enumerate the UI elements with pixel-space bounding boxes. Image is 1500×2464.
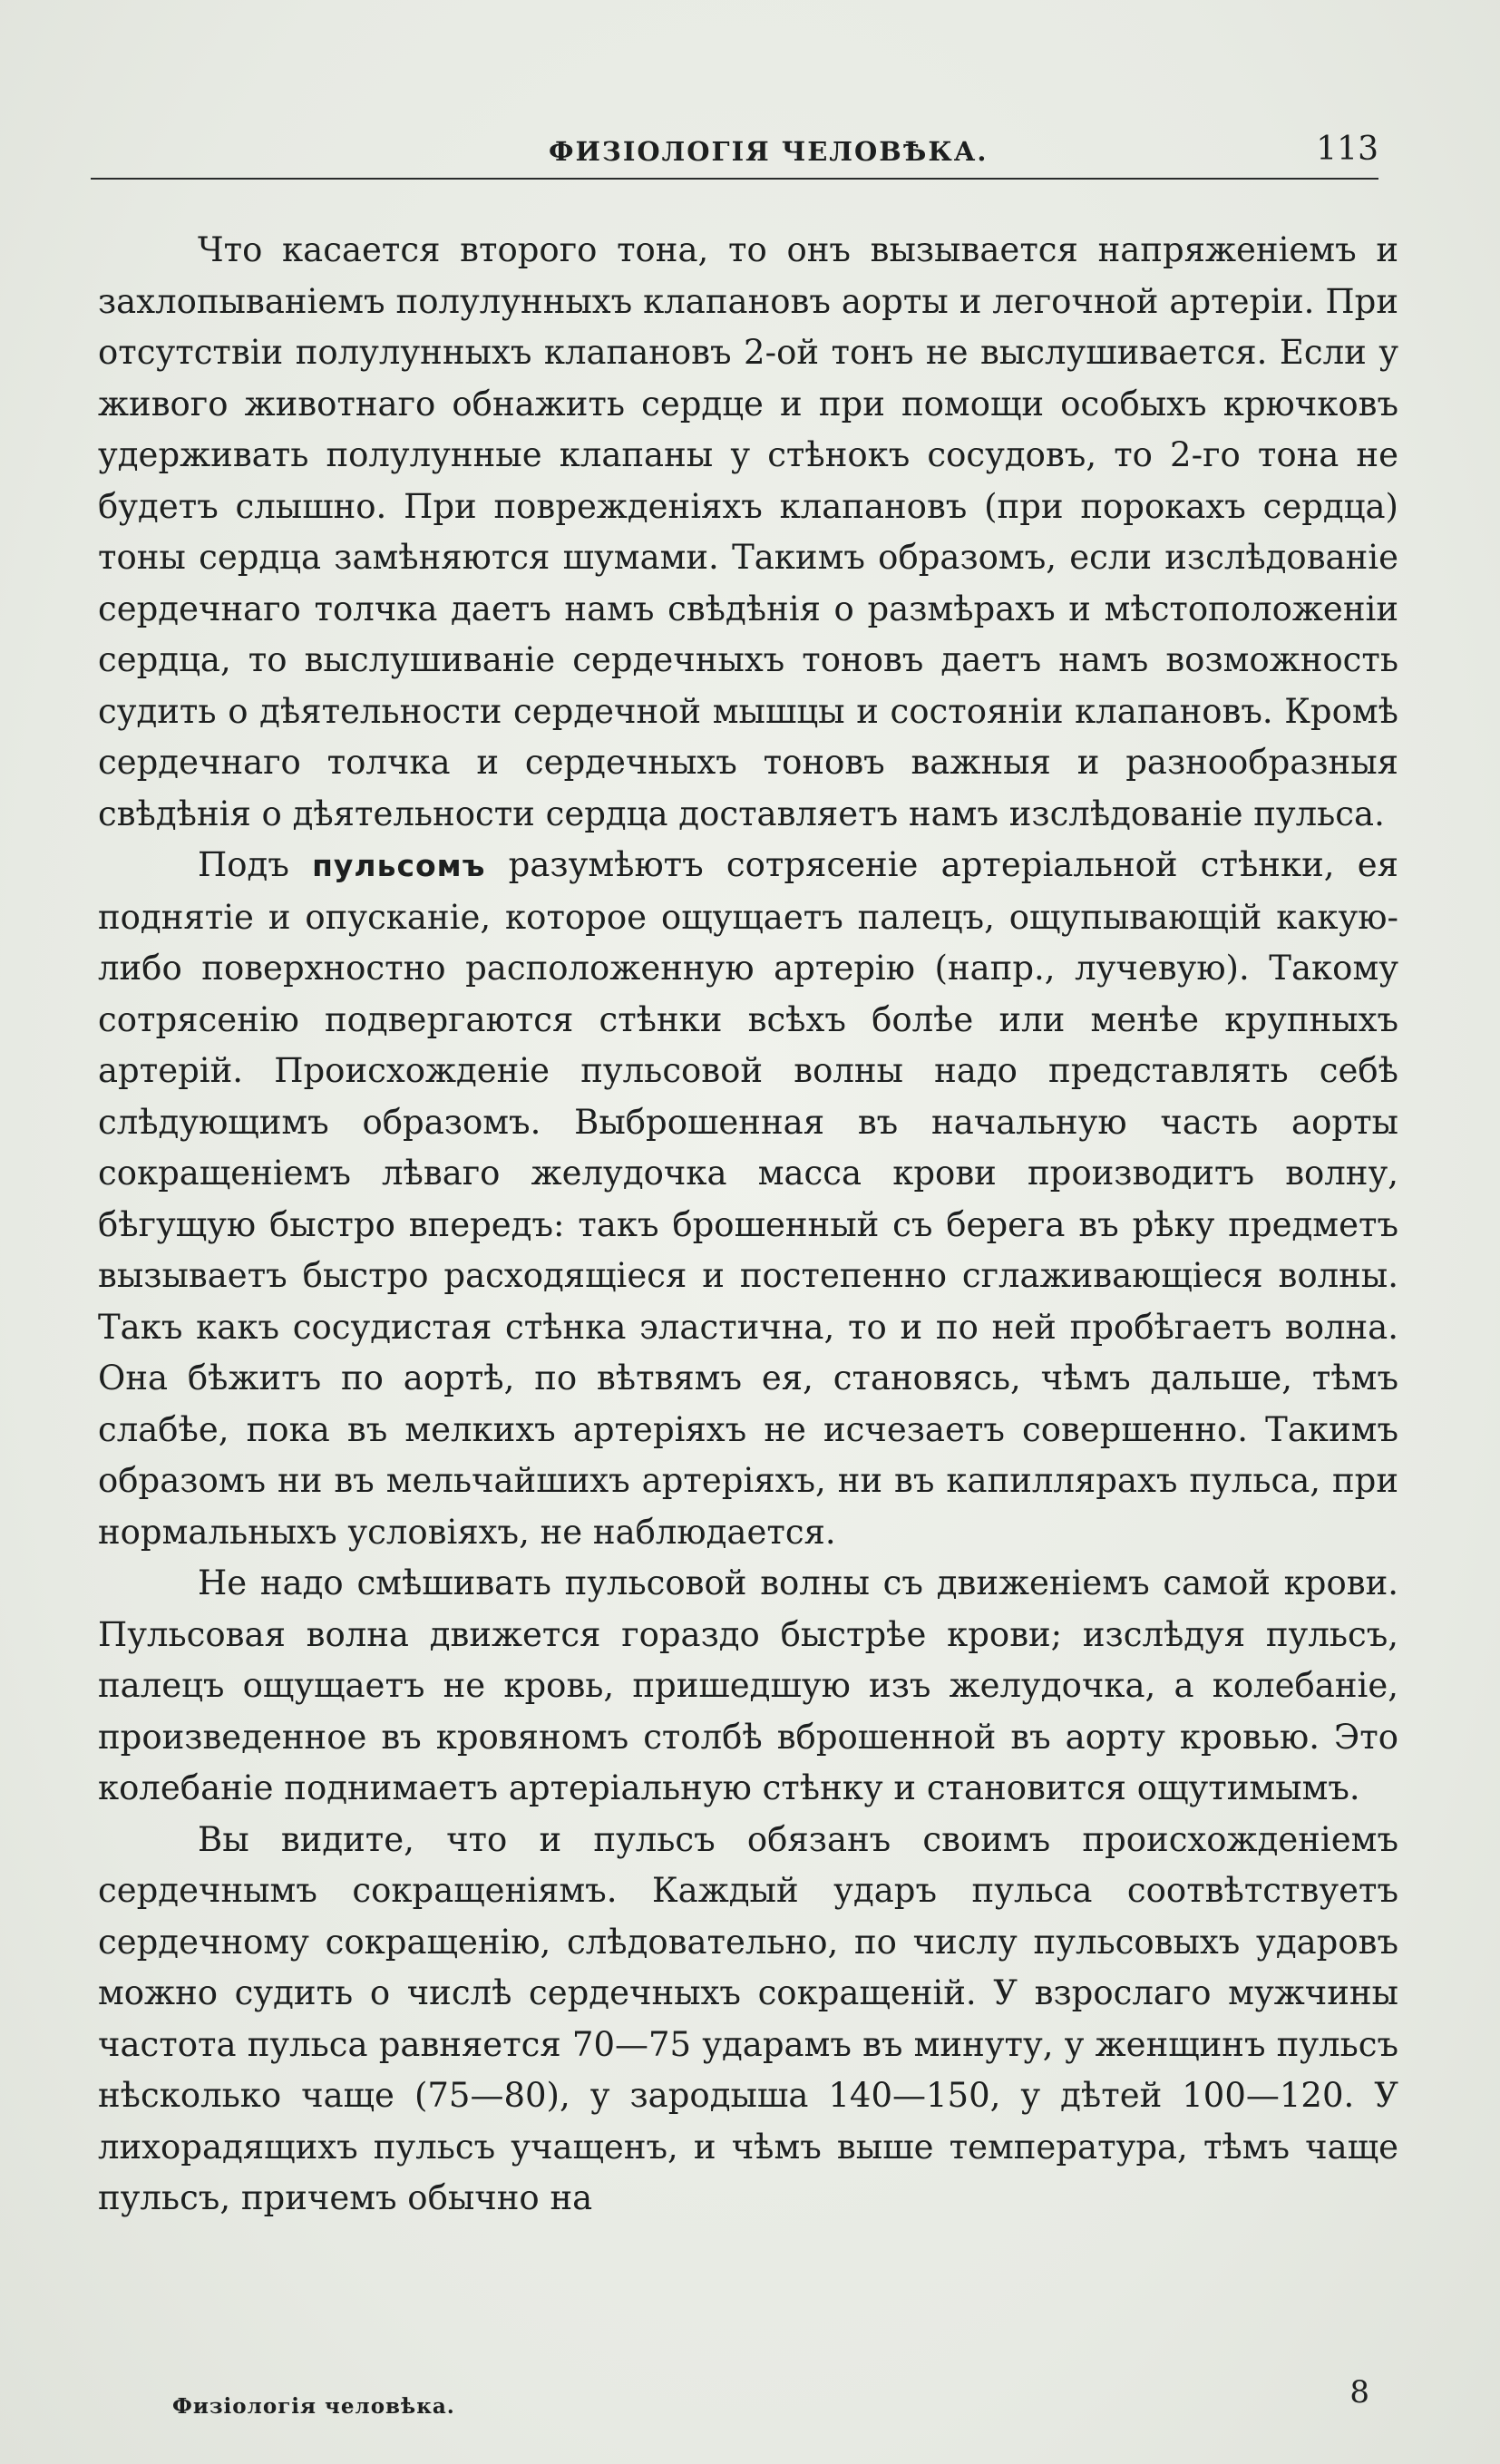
page-footer [172,2374,1369,2429]
paragraph-2-rest: разумѣютъ сотрясенiе артерiальной стѣнки, ея поднятiе и опусканiе, которое ощущаетъ палецъ, ощупывающiй какую-либо поверхностно расположенную артерiю (напр., лучевую). Такому сотрясенiю подвергаются стѣнки всѣхъ болѣе или менѣе крупныхъ артерiй. Происхожденiе пульсовой волны надо представлять себѣ слѣдующимъ образомъ. Выброшенная въ начальную часть аорты сокращенiемъ лѣваго желудочка масса крови производитъ волну, бѣгущую быстро впередъ: такъ брошенный съ берега въ рѣку предметъ вызываетъ быстро расходящiеся и постепенно сглаживающiеся волны. Такъ какъ сосудистая стѣнка эластична, то и по ней пробѣгаетъ волна. Она бѣжитъ по аортѣ, по вѣтвямъ ея, становясь, чѣмъ дальше, тѣмъ слабѣе, пока въ мелкихъ артерiяхъ не исчезаетъ совершенно. Такимъ образомъ ни въ мельчайшихъ артерiяхъ, ни въ капиллярахъ пульса, при нормальныхъ условiяхъ, не наблюдается. [98,845,1398,1552]
paragraph-1: Что касается второго тона, то онъ вызывается напряженiемъ и захлопыванiемъ полулунныхъ клапановъ аорты и легочной артерiи. При отсутствiи полулунныхъ клапановъ 2-ой тонъ не выслушивается. Если у живого животнаго обнажить сердце и при помощи особыхъ крючковъ удерживать полулунные клапаны у стѣнокъ сосудовъ, то 2-го тона не будетъ слышно. При поврежденiяхъ клапановъ (при порокахъ сердца) тоны сердца замѣняются шумами. Такимъ образомъ, если изслѣдованiе сердечнаго толчка даетъ намъ свѣдѣнiя о размѣрахъ и мѣстоположенiи сердца, то выслушиванiе сердечныхъ тоновъ даетъ намъ возможность судить о дѣятельности сердечной мышцы и состоянiи клапановъ. Кромѣ сердечнаго толчка и сердечныхъ тоновъ важныя и разнообразныя свѣдѣнiя о дѣятельности сердца доставляетъ намъ изслѣдованiе пульса. [98,230,1398,833]
page-header [91,127,1378,181]
paragraph-2 [98,840,1398,1558]
footer-book-title: Физiологiя человѣка. [172,2394,455,2419]
paragraph-4: Вы видите, что и пульсъ обязанъ своимъ происхожденiемъ сердечнымъ сокращенiямъ. Каждый ударъ пульса соотвѣтствуетъ сердечному сокращенiю, слѣдовательно, по числу пульсовыхъ ударовъ можно судить о числѣ сердечныхъ сокращенiй. У взрослаго мужчины частота пульса равняется 70—75 ударамъ въ минуту, у женщинъ пульсъ нѣсколько чаще (75—80), у зародыша 140—150, у дѣтей 100—120. У лихорадящихъ пульсъ учащенъ, и чѣмъ выше температура, тѣмъ чаще пульсъ, причемъ обычно на [98,1819,1398,2217]
body-text [98,225,1398,2225]
page-number: 113 [1316,131,1378,168]
paragraph-3: Не надо смѣшивать пульсовой волны съ движенiемъ самой крови. Пульсовая волна движется гораздо быстрѣе крови; изслѣдуя пульсъ, палецъ ощущаетъ не кровь, пришедшую изъ желудочка, а колебанiе, произведенное въ кровяномъ столбѣ вброшенной въ аорту кровью. Это колебанiе поднимаетъ артерiальную стѣнку и становится ощутимымъ. [98,1563,1398,1807]
signature-mark: 8 [1349,2374,1369,2410]
header-rule [91,178,1378,180]
term-pulse: пульсомъ [312,848,486,883]
running-head: ФИЗIОЛОГIЯ ЧЕЛОВѢКА. [549,136,989,167]
paragraph-2-start: Подъ [198,845,313,884]
